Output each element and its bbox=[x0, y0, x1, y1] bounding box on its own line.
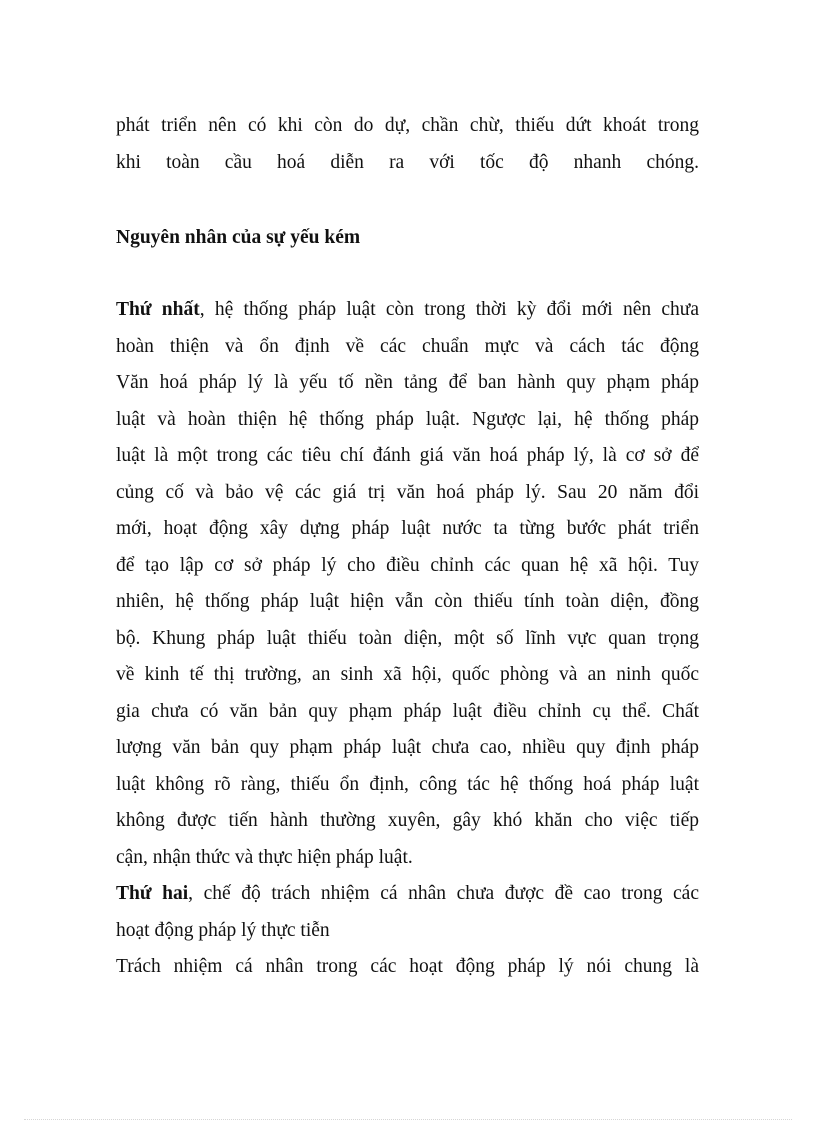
first-paragraph-line-12: gia chưa có văn bản quy phạm pháp luật điều chỉnh cụ thể. Chất bbox=[116, 701, 699, 722]
first-paragraph-line-3: Văn hoá pháp lý là yếu tố nền tảng để ban hành quy phạm pháp bbox=[116, 372, 699, 393]
first-paragraph-line-10: bộ. Khung pháp luật thiếu toàn diện, một số lĩnh vực quan trọng bbox=[116, 628, 699, 649]
first-paragraph-line-13: lượng văn bản quy phạm pháp luật chưa cao, nhiều quy định pháp bbox=[116, 737, 699, 758]
second-lead: Thứ hai bbox=[116, 883, 189, 904]
first-line-1-rest: , hệ thống pháp luật còn trong thời kỳ đổi mới nên chưa bbox=[199, 299, 699, 320]
first-paragraph-line-16: cận, nhận thức và thực hiện pháp luật. bbox=[116, 847, 413, 868]
second-line-1-rest: , chế độ trách nhiệm cá nhân chưa được đề cao trong các bbox=[188, 883, 699, 904]
first-paragraph-line-15: không được tiến hành thường xuyên, gây khó khăn cho việc tiếp bbox=[116, 810, 699, 831]
first-paragraph-line-6: củng cố và bảo vệ các giá trị văn hoá pháp lý. Sau 20 năm đổi bbox=[116, 482, 699, 503]
intro-line-1: phát triển nên có khi còn do dự, chần chừ, thiếu dứt khoát trong bbox=[116, 115, 699, 136]
second-paragraph-line-1 bbox=[116, 880, 699, 908]
page-bottom-divider bbox=[24, 1119, 792, 1120]
third-paragraph-line-1: Trách nhiệm cá nhân trong các hoạt động pháp lý nói chung là bbox=[116, 956, 699, 977]
first-paragraph-line-7: mới, hoạt động xây dựng pháp luật nước ta từng bước phát triển bbox=[116, 518, 699, 539]
intro-line-2: khi toàn cầu hoá diễn ra với tốc độ nhanh chóng. bbox=[116, 152, 699, 173]
first-paragraph-line-4: luật và hoàn thiện hệ thống pháp luật. Ngược lại, hệ thống pháp bbox=[116, 409, 699, 430]
first-paragraph-line-5: luật là một trong các tiêu chí đánh giá văn hoá pháp lý, là cơ sở để bbox=[116, 445, 699, 466]
first-paragraph-line-2: hoàn thiện và ổn định về các chuẩn mực và cách tác động bbox=[116, 336, 699, 357]
second-paragraph-line-2: hoạt động pháp lý thực tiễn bbox=[116, 920, 330, 941]
first-paragraph-line-14: luật không rõ ràng, thiếu ổn định, công tác hệ thống hoá pháp luật bbox=[116, 774, 699, 795]
first-lead: Thứ nhất bbox=[116, 299, 200, 320]
first-paragraph-line-9: nhiên, hệ thống pháp luật hiện vẫn còn thiếu tính toàn diện, đồng bbox=[116, 591, 699, 612]
first-paragraph-line-1 bbox=[116, 296, 699, 324]
first-paragraph-line-8: để tạo lập cơ sở pháp lý cho điều chỉnh các quan hệ xã hội. Tuy bbox=[116, 555, 699, 576]
section-heading: Nguyên nhân của sự yếu kém bbox=[116, 227, 361, 248]
first-paragraph-line-11: về kinh tế thị trường, an sinh xã hội, quốc phòng và an ninh quốc bbox=[116, 664, 699, 685]
